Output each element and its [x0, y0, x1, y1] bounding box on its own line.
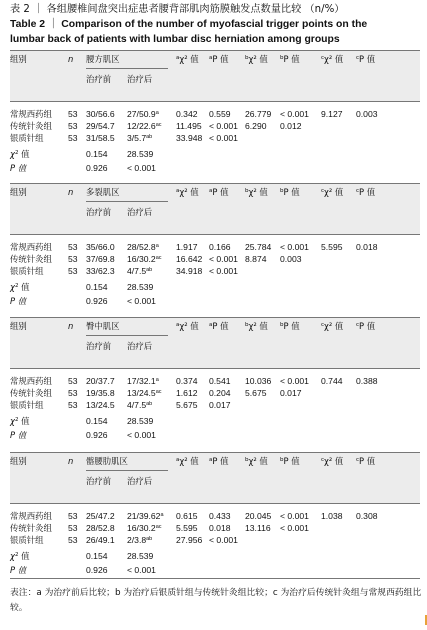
- header-text: P 值: [212, 187, 229, 197]
- header-group: 组别: [10, 456, 27, 466]
- header-group: 组别: [10, 187, 27, 197]
- header-before: 治疗前: [86, 476, 112, 486]
- caption-label: Table 2: [10, 19, 46, 30]
- header-bottom-rule: [10, 234, 420, 235]
- row-chi-b: 6.290: [245, 120, 267, 131]
- row-chi-c: 9.127: [321, 109, 343, 119]
- row-group: 银质针组: [10, 534, 44, 545]
- row-p-c: 0.308: [356, 511, 378, 521]
- row-chi-a: 16.642: [176, 253, 203, 264]
- row-before: 25/47.2: [86, 511, 115, 521]
- row-after: [127, 376, 159, 387]
- header-text: χ² 值: [324, 321, 344, 331]
- significance-superscript: a: [209, 55, 213, 61]
- p-value-after: < 0.001: [127, 565, 156, 575]
- row-n: 53: [68, 534, 78, 545]
- table-footnote: 表注：a 为治疗前后比较；b 为治疗后银质针组与传统针灸组比较；c 为治疗后传统针灸组与常规西药组比较。: [10, 588, 422, 613]
- row-p-c: 0.018: [356, 242, 378, 252]
- chi-square-label: [10, 149, 30, 160]
- header-p-c: [356, 456, 375, 467]
- chi-suffix: 值: [18, 149, 30, 159]
- row-p-b: 0.012: [280, 120, 302, 131]
- row-p-a: < 0.001: [209, 132, 238, 143]
- header-text: χ² 值: [179, 321, 199, 331]
- muscle-region-underline: [86, 335, 168, 336]
- significance-superscript: c: [356, 322, 360, 328]
- p-value-before: 0.926: [86, 296, 108, 306]
- header-text: P 值: [212, 321, 229, 331]
- header-p-a: [209, 321, 228, 332]
- p-value-before: 0.926: [86, 430, 108, 440]
- row-after: [127, 523, 162, 534]
- table-caption: [10, 3, 422, 47]
- row-p-a: < 0.001: [209, 253, 238, 264]
- row-before: 33/62.3: [86, 265, 115, 276]
- header-muscle-region: 臀中肌区: [86, 321, 120, 331]
- row-p-a: < 0.001: [209, 120, 238, 131]
- row-after: [127, 121, 162, 132]
- row-p-a: 0.017: [209, 399, 231, 410]
- header-n: n: [68, 54, 74, 64]
- header-text: χ² 值: [248, 54, 268, 64]
- header-chi-a: [176, 54, 199, 65]
- row-before: 29/54.7: [86, 120, 115, 131]
- after-value: 4/7.5: [127, 399, 147, 410]
- significance-superscript: b: [245, 322, 249, 328]
- p-value-after: < 0.001: [127, 430, 156, 440]
- table-bottom-rule: [10, 578, 420, 579]
- row-p-a: < 0.001: [209, 265, 238, 276]
- after-value: 16/30.2: [127, 253, 156, 264]
- row-p-a: 0.541: [209, 376, 231, 386]
- significance-superscript: ab: [146, 133, 153, 140]
- row-p-c: 0.003: [356, 109, 378, 119]
- header-bottom-rule: [10, 101, 420, 102]
- chi-exponent: 2: [14, 417, 19, 423]
- significance-superscript: ab: [146, 535, 153, 542]
- significance-superscript: a: [209, 188, 213, 194]
- header-group: 组别: [10, 54, 27, 64]
- row-n: 53: [68, 265, 78, 276]
- chi-square-label: [10, 551, 30, 562]
- row-n: 53: [68, 399, 78, 410]
- section-top-rule: [10, 317, 420, 318]
- row-group: 传统针灸组: [10, 120, 52, 131]
- row-group: 常规西药组: [10, 109, 52, 119]
- chi-exponent: 2: [14, 150, 19, 156]
- row-n: 53: [68, 522, 78, 533]
- row-before: 31/58.5: [86, 132, 115, 143]
- row-after: [127, 400, 152, 411]
- row-chi-a: 0.615: [176, 511, 198, 521]
- significance-superscript: c: [356, 188, 360, 194]
- row-p-a: 0.204: [209, 387, 231, 398]
- p-value-label: P 值: [10, 296, 27, 306]
- p-value-label: P 值: [10, 565, 27, 575]
- header-p-b: [280, 54, 300, 65]
- significance-superscript: a: [209, 457, 213, 463]
- significance-superscript: a: [155, 110, 159, 116]
- after-value: 17/32.1: [127, 376, 156, 386]
- row-p-a: 0.559: [209, 109, 231, 119]
- significance-superscript: b: [280, 457, 284, 463]
- header-n: n: [68, 187, 74, 197]
- significance-superscript: ac: [155, 388, 162, 395]
- header-group: 组别: [10, 321, 27, 331]
- after-value: 21/39.62: [127, 511, 161, 521]
- row-after: [127, 242, 159, 253]
- header-chi-c: [321, 54, 343, 65]
- header-text: P 值: [283, 54, 300, 64]
- header-text: χ² 值: [324, 456, 344, 466]
- header-text: χ² 值: [248, 321, 268, 331]
- caption-title-line1: Comparison of the number of myofascial trigger points on the: [61, 19, 368, 30]
- header-chi-c: [321, 187, 343, 198]
- header-text: P 值: [359, 321, 376, 331]
- caption-title-line2: lumbar back of patients with lumbar disc herniation among groups: [10, 34, 340, 45]
- row-group: 常规西药组: [10, 511, 52, 521]
- p-value-before: 0.926: [86, 565, 108, 575]
- header-text: P 值: [283, 321, 300, 331]
- header-p-a: [209, 456, 228, 467]
- row-p-a: 0.166: [209, 242, 231, 252]
- row-after: [127, 511, 164, 522]
- row-chi-a: 5.675: [176, 399, 198, 410]
- chi-square-after: 28.539: [127, 149, 154, 159]
- significance-superscript: a: [160, 512, 164, 518]
- row-before: 37/69.8: [86, 253, 115, 264]
- section-top-rule: [10, 452, 420, 453]
- chi-square-before: 0.154: [86, 416, 108, 426]
- chi-suffix: 值: [18, 416, 30, 426]
- row-chi-a: 27.956: [176, 534, 203, 545]
- header-text: χ² 值: [179, 54, 199, 64]
- row-before: 35/66.0: [86, 242, 115, 252]
- row-before: 13/24.5: [86, 399, 115, 410]
- significance-superscript: a: [155, 243, 159, 249]
- header-p-a: [209, 54, 228, 65]
- header-chi-b: [245, 456, 268, 467]
- row-p-a: 0.018: [209, 522, 231, 533]
- significance-superscript: a: [176, 188, 180, 194]
- significance-superscript: c: [356, 457, 360, 463]
- header-p-c: [356, 54, 375, 65]
- chi-square-before: 0.154: [86, 551, 108, 561]
- significance-superscript: b: [245, 188, 249, 194]
- header-after: 治疗后: [127, 74, 153, 84]
- row-chi-a: 1.612: [176, 387, 198, 398]
- header-chi-b: [245, 187, 268, 198]
- chi-square-after: 28.539: [127, 282, 154, 292]
- row-chi-c: 5.595: [321, 242, 343, 252]
- row-before: 20/37.7: [86, 376, 115, 386]
- row-chi-b: 26.779: [245, 109, 272, 119]
- row-after: [127, 266, 152, 277]
- muscle-region-underline: [86, 470, 168, 471]
- row-after: [127, 535, 152, 546]
- header-text: χ² 值: [324, 54, 344, 64]
- row-chi-a: 34.918: [176, 265, 203, 276]
- row-before: 19/35.8: [86, 387, 115, 398]
- significance-superscript: b: [245, 457, 249, 463]
- muscle-region-underline: [86, 68, 168, 69]
- header-p-b: [280, 321, 300, 332]
- row-n: 53: [68, 253, 78, 264]
- header-muscle-region: 多裂肌区: [86, 187, 120, 197]
- row-p-a: < 0.001: [209, 534, 238, 545]
- row-chi-b: 25.784: [245, 242, 272, 252]
- row-chi-a: 5.595: [176, 522, 198, 533]
- header-before: 治疗前: [86, 341, 112, 351]
- significance-superscript: c: [321, 188, 325, 194]
- chi-suffix: 值: [18, 282, 30, 292]
- header-chi-a: [176, 456, 199, 467]
- chi-symbol: χ: [10, 149, 15, 159]
- p-value-before: 0.926: [86, 163, 108, 173]
- header-before: 治疗前: [86, 74, 112, 84]
- header-n: n: [68, 321, 74, 331]
- after-value: 2/3.8: [127, 534, 147, 545]
- row-chi-a: 0.342: [176, 109, 198, 119]
- header-text: χ² 值: [324, 187, 344, 197]
- row-p-b: < 0.001: [280, 376, 309, 386]
- row-n: 53: [68, 132, 78, 143]
- after-value: 27/50.9: [127, 109, 156, 119]
- row-chi-a: 33.948: [176, 132, 203, 143]
- significance-superscript: ab: [146, 266, 153, 273]
- header-text: χ² 值: [248, 456, 268, 466]
- header-text: P 值: [359, 456, 376, 466]
- header-chi-a: [176, 187, 199, 198]
- significance-superscript: a: [176, 55, 180, 61]
- row-n: 53: [68, 376, 78, 386]
- row-chi-a: 1.917: [176, 242, 198, 252]
- row-p-c: 0.388: [356, 376, 378, 386]
- header-text: P 值: [283, 187, 300, 197]
- row-after: [127, 109, 159, 120]
- header-after: 治疗后: [127, 341, 153, 351]
- row-p-b: 0.017: [280, 387, 302, 398]
- row-after: [127, 388, 162, 399]
- row-chi-b: 8.874: [245, 253, 267, 264]
- header-text: χ² 值: [248, 187, 268, 197]
- significance-superscript: ac: [155, 523, 162, 530]
- header-muscle-region: 髂腰肋肌区: [86, 456, 128, 466]
- row-n: 53: [68, 387, 78, 398]
- after-value: 4/7.5: [127, 265, 147, 276]
- header-text: χ² 值: [179, 456, 199, 466]
- significance-superscript: c: [321, 322, 325, 328]
- header-p-b: [280, 456, 300, 467]
- significance-superscript: c: [321, 55, 325, 61]
- significance-superscript: c: [321, 457, 325, 463]
- header-p-c: [356, 321, 375, 332]
- after-value: 3/5.7: [127, 132, 147, 143]
- row-after: [127, 133, 152, 144]
- header-after: 治疗后: [127, 476, 153, 486]
- header-text: P 值: [212, 456, 229, 466]
- after-value: 12/22.6: [127, 120, 156, 131]
- chi-square-after: 28.539: [127, 551, 154, 561]
- row-group: 传统针灸组: [10, 522, 52, 533]
- row-chi-b: 5.675: [245, 387, 267, 398]
- header-after: 治疗后: [127, 207, 153, 217]
- row-n: 53: [68, 120, 78, 131]
- caption-separator: ｜: [47, 19, 59, 30]
- p-value-after: < 0.001: [127, 163, 156, 173]
- header-n: n: [68, 456, 74, 466]
- p-value-label: P 值: [10, 163, 27, 173]
- header-text: χ² 值: [179, 187, 199, 197]
- header-p-b: [280, 187, 300, 198]
- significance-superscript: ab: [146, 400, 153, 407]
- after-value: 16/30.2: [127, 522, 156, 533]
- row-chi-c: 0.744: [321, 376, 343, 386]
- p-value-label: P 值: [10, 430, 27, 440]
- chi-square-before: 0.154: [86, 149, 108, 159]
- row-n: 53: [68, 109, 78, 119]
- caption-english: [10, 17, 422, 32]
- chi-square-label: [10, 282, 30, 293]
- header-bottom-rule: [10, 368, 420, 369]
- row-n: 53: [68, 242, 78, 252]
- significance-superscript: a: [176, 457, 180, 463]
- significance-superscript: ac: [155, 254, 162, 261]
- row-chi-b: 10.036: [245, 376, 272, 386]
- header-bottom-rule: [10, 503, 420, 504]
- header-chi-c: [321, 321, 343, 332]
- chi-square-label: [10, 416, 30, 427]
- header-chi-c: [321, 456, 343, 467]
- row-chi-a: 0.374: [176, 376, 198, 386]
- significance-superscript: b: [280, 55, 284, 61]
- row-p-b: 0.003: [280, 253, 302, 264]
- row-before: 30/56.6: [86, 109, 115, 119]
- row-p-b: < 0.001: [280, 511, 309, 521]
- row-before: 28/52.8: [86, 522, 115, 533]
- caption-chinese: 表 2 ｜ 各组腰椎间盘突出症患者腰背部肌肉筋膜触发点数量比较 （n/%）: [10, 4, 345, 15]
- row-chi-b: 13.116: [245, 522, 271, 533]
- header-chi-b: [245, 321, 268, 332]
- p-value-after: < 0.001: [127, 296, 156, 306]
- chi-exponent: 2: [14, 283, 19, 289]
- row-chi-c: 1.038: [321, 511, 343, 521]
- significance-superscript: a: [155, 377, 159, 383]
- chi-suffix: 值: [18, 551, 30, 561]
- significance-superscript: b: [245, 55, 249, 61]
- row-before: 26/49.1: [86, 534, 115, 545]
- header-text: P 值: [359, 54, 376, 64]
- significance-superscript: b: [280, 322, 284, 328]
- chi-symbol: χ: [10, 551, 15, 561]
- row-p-b: < 0.001: [280, 522, 309, 533]
- significance-superscript: ac: [155, 121, 162, 128]
- after-value: 13/24.5: [127, 387, 156, 398]
- row-n: 53: [68, 511, 78, 521]
- chi-square-after: 28.539: [127, 416, 154, 426]
- row-p-b: < 0.001: [280, 109, 309, 119]
- chi-square-before: 0.154: [86, 282, 108, 292]
- row-chi-b: 20.045: [245, 511, 272, 521]
- significance-superscript: a: [209, 322, 213, 328]
- row-group: 传统针灸组: [10, 253, 52, 264]
- after-value: 28/52.8: [127, 242, 156, 252]
- chi-exponent: 2: [14, 552, 19, 558]
- header-before: 治疗前: [86, 207, 112, 217]
- header-text: P 值: [212, 54, 229, 64]
- muscle-region-underline: [86, 201, 168, 202]
- row-group: 常规西药组: [10, 242, 52, 252]
- significance-superscript: a: [176, 322, 180, 328]
- row-after: [127, 254, 162, 265]
- row-group: 银质针组: [10, 132, 44, 143]
- header-muscle-region: 腰方肌区: [86, 54, 120, 64]
- header-p-c: [356, 187, 375, 198]
- header-chi-a: [176, 321, 199, 332]
- section-top-rule: [10, 50, 420, 51]
- header-p-a: [209, 187, 228, 198]
- header-chi-b: [245, 54, 268, 65]
- header-text: P 值: [359, 187, 376, 197]
- chi-symbol: χ: [10, 282, 15, 292]
- row-group: 银质针组: [10, 265, 44, 276]
- row-p-b: < 0.001: [280, 242, 309, 252]
- chi-symbol: χ: [10, 416, 15, 426]
- row-group: 传统针灸组: [10, 387, 52, 398]
- row-p-a: 0.433: [209, 511, 231, 521]
- significance-superscript: c: [356, 55, 360, 61]
- significance-superscript: b: [280, 188, 284, 194]
- row-group: 常规西药组: [10, 376, 52, 386]
- header-text: P 值: [283, 456, 300, 466]
- section-top-rule: [10, 183, 420, 184]
- row-group: 银质针组: [10, 399, 44, 410]
- row-chi-a: 11.495: [176, 120, 202, 131]
